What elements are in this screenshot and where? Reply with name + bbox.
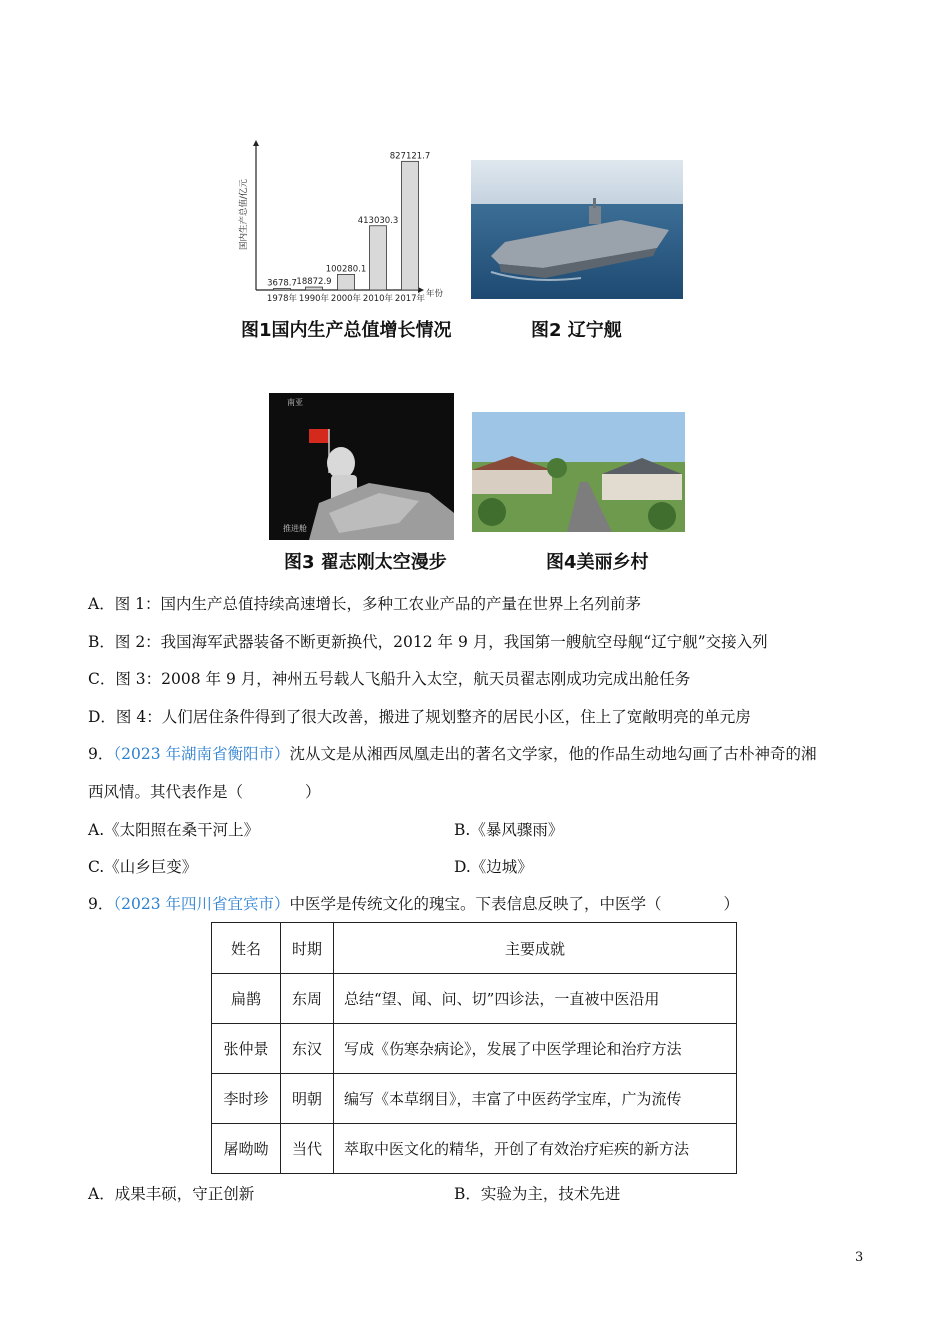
q9a-option-b: B.《暴风骤雨》 [454,821,564,839]
table-cell-achievement: 萃取中医文化的精华，开创了有效治疗疟疾的新方法 [334,1124,737,1174]
fig3-caption: 图3 翟志刚太空漫步 [284,552,447,573]
chart-bar [370,226,387,290]
q9b-option-a: A．成果丰硕，守正创新 [88,1185,255,1203]
table-cell-era: 明朝 [281,1074,334,1124]
q9a-stem-line1 [88,743,817,765]
gdp-chart-svg [232,138,452,308]
table-row [212,974,737,1024]
tcm-table [211,922,737,1174]
q9a-text-line1: 沈从文是从湘西凤凰走出的著名文学家，他的作品生动地勾画了古朴神奇的湘 [289,745,817,763]
chart-ylabel: 国内生产总值/亿元 [239,179,249,250]
q9a-source: （2023 年湖南省衡阳市） [113,745,290,763]
table-row [212,1024,737,1074]
gdp-chart [232,138,452,308]
q9a-number: 9． [88,745,114,763]
fig3-overlay-top: 南亚 [287,398,303,407]
chart-bar [306,287,323,290]
q9a-stem-line2: 西风情。其代表作是（ ） [88,783,321,801]
table-cell-era: 东周 [281,974,334,1024]
q8-option-a: A．图 1：国内生产总值持续高速增长，多种工农业产品的产量在世界上名列前茅 [88,595,641,613]
q9b-text: 中医学是传统文化的瑰宝。下表信息反映了，中医学（ ） [289,895,740,913]
chart-xlabel: 年份 [426,289,444,299]
chart-value-label: 413030.3 [357,215,399,226]
q8-option-b: B．图 2：我国海军武器装备不断更新换代，2012 年 9 月，我国第一艘航空母舰“辽宁舰”交接入列 [88,633,768,651]
table-cell-achievement: 写成《伤寒杂病论》，发展了中医学理论和治疗方法 [334,1024,737,1074]
chart-x-tick-label: 2010年 [362,294,394,304]
chart-value-label: 100280.1 [325,264,367,275]
table-cell-name: 屠呦呦 [212,1124,281,1174]
q9b-number: 9． [88,895,114,913]
chart-value-label: 3678.7 [267,278,297,289]
q9b-stem [88,893,739,915]
chart-bar [402,161,419,290]
chart-x-tick-label: 1978年 [266,294,298,304]
table-header-name: 姓名 [212,923,281,974]
fig3-overlay-bottom: 推进舱 [283,524,307,533]
q9a-option-c: C.《山乡巨变》 [88,858,198,876]
chart-x-tick-label: 1990年 [298,294,330,304]
table-cell-name: 李时珍 [212,1074,281,1124]
spacewalk-photo [269,393,454,540]
table-cell-achievement: 编写《本草纲目》，丰富了中医药学宝库，广为流传 [334,1074,737,1124]
q9b-option-b: B．实验为主，技术先进 [454,1185,621,1203]
chart-value-label: 827121.7 [389,151,431,162]
chart-bar [274,289,291,291]
table-row [212,1124,737,1174]
beautiful-village-photo [472,412,685,532]
table-row [212,1074,737,1124]
table-cell-name: 张仲景 [212,1024,281,1074]
table-cell-era: 当代 [281,1124,334,1174]
chart-x-tick-label: 2000年 [330,294,362,304]
table-header-achievement: 主要成就 [334,923,737,974]
page-number: 3 [855,1250,864,1265]
table-header-era: 时期 [281,923,334,974]
chart-value-label: 18872.9 [296,277,332,288]
chart-y-arrow [253,140,259,146]
fig1-caption: 图1国内生产总值增长情况 [241,320,452,341]
liaoning-carrier-photo [471,160,683,299]
table-cell-era: 东汉 [281,1024,334,1074]
table-header-row [212,923,737,974]
fig4-caption: 图4美丽乡村 [546,552,649,573]
q9a-option-d: D.《边城》 [454,858,533,876]
q8-option-d: D．图 4：人们居住条件得到了很大改善，搬进了规划整齐的居民小区，住上了宽敞明亮的单元房 [88,708,751,726]
table-cell-name: 扁鹊 [212,974,281,1024]
chart-x-tick-label: 2017年 [394,294,426,304]
fig2-caption: 图2 辽宁舰 [531,320,622,341]
q9b-source: （2023 年四川省宜宾市） [113,895,290,913]
table-cell-achievement: 总结“望、闻、问、切”四诊法，一直被中医沿用 [334,974,737,1024]
chart-bar [338,274,355,290]
q9a-option-a: A.《太阳照在桑干河上》 [88,821,260,839]
q8-option-c: C．图 3：2008 年 9 月，神州五号载人飞船升入太空，航天员翟志刚成功完成出舱任务 [88,670,691,688]
